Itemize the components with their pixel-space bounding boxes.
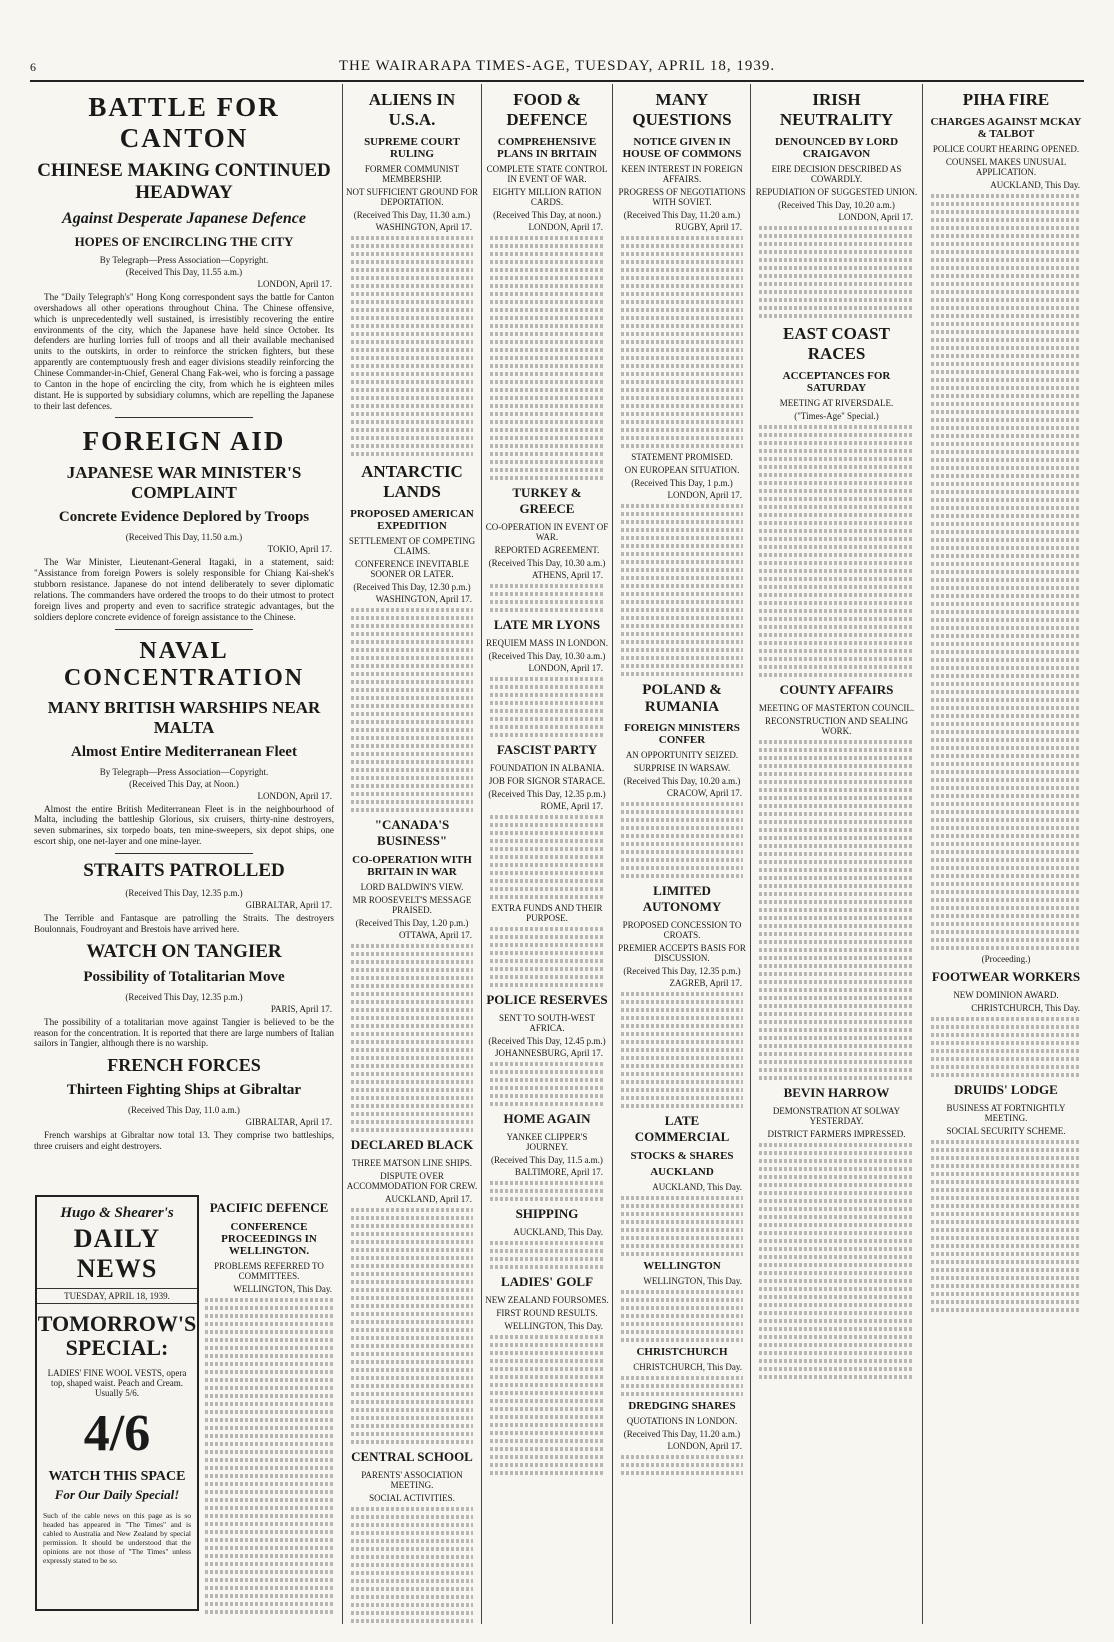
section-auckland: AUCKLAND (650, 1166, 714, 1178)
deck: SOCIAL ACTIVITIES. (369, 1493, 455, 1503)
dateline: WELLINGTON, This Day. (504, 1321, 603, 1331)
deck: RECONSTRUCTION AND SEALING WORK. (764, 716, 908, 736)
received-line: (Received This Day, 11.5 a.m.) (491, 1155, 603, 1165)
received-line: (Received This Day, 11.20 a.m.) (623, 1429, 741, 1439)
subheadline: COMPREHENSIVE PLANS IN BRITAIN (496, 136, 598, 160)
advert-date: TUESDAY, APRIL 18, 1939. (37, 1288, 197, 1304)
article-text: The "Daily Telegraph's" Hong Kong correspondent says the battle for Canton overshadows all other operations throughout China. The Chinese offensive, which is unprecedentedly well sustained, is irresistibly recovering the entire environments of the city, which the Japanese have held since October. Its defenders are hurling lorries full of troops and all their available mechanised units to the outskirts, in order to reinforce the stricken fighters, but these apparently are contemptuously fresh and eager divisions steadily reinforcing the Chinese Commander-in-Chief, General Chang Fak-wei, who is forcing a passage to Canton in the hope of encircling the city, from which he is eighteen miles distant. He is supported by subsidiary columns, which are repelling the Japanese to their last defences. (34, 292, 334, 411)
advert-brand: Hugo & Shearer's (60, 1205, 174, 1221)
deck: SETTLEMENT OF COMPETING CLAIMS. (348, 536, 476, 556)
advert-daily: For Our Daily Special! (54, 1487, 180, 1503)
subheadline: PROPOSED AMERICAN EXPEDITION (350, 508, 474, 532)
article-text-lines (621, 236, 743, 448)
subheadline: SENT TO SOUTH-WEST AFRICA. (498, 1013, 595, 1033)
advert-price: 4/6 (83, 1405, 151, 1463)
received-line: (Received This Day, 10.30 a.m.) (488, 651, 606, 661)
subheadline: CHINESE MAKING CONTINUED HEADWAY (37, 160, 331, 203)
headline-east-coast-races: EAST COAST RACES (783, 324, 890, 363)
subheadline: CO-OPERATION IN EVENT OF WAR. (485, 522, 609, 542)
deck: Thirteen Fighting Ships at Gibraltar (66, 1082, 302, 1099)
received-line: (Received This Day, 11.55 a.m.) (125, 267, 243, 277)
dateline: CRACOW, April 17. (666, 788, 742, 798)
deck: POLICE COURT HEARING OPENED. (932, 144, 1080, 154)
subheadline: NEW ZEALAND FOURSOMES. (485, 1295, 609, 1305)
dateline: TOKIO, April 17. (267, 544, 332, 555)
credit-line: By Telegraph—Press Association—Copyright. (99, 766, 269, 777)
subheadline: ACCEPTANCES FOR SATURDAY (782, 370, 891, 394)
subheadline: NOTICE GIVEN IN HOUSE OF COMMONS (622, 136, 742, 160)
advert-item: LADIES' FINE WOOL VESTS, opera top, shaped waist. Peach and Cream. Usually 5/6. (47, 1368, 187, 1399)
subheadline: PARENTS' ASSOCIATION MEETING. (361, 1470, 463, 1490)
received-line: (Received This Day, 10.20 a.m.) (623, 776, 741, 786)
dateline: LONDON, April 17. (528, 663, 603, 673)
deck: EXTRA FUNDS AND THEIR PURPOSE. (491, 903, 603, 923)
headline-pacific: PACIFIC DEFENCE (209, 1200, 329, 1215)
deck: REPUDIATION OF SUGGESTED UNION. (755, 187, 918, 197)
dateline: WASHINGTON, April 17. (375, 594, 472, 604)
article-text-lines (490, 815, 604, 899)
deck: EIGHTY MILLION RATION CARDS. (492, 187, 602, 207)
headline-canton: BATTLE FOR CANTON (88, 92, 280, 153)
headline-tangier: WATCH ON TANGIER (86, 940, 282, 962)
received-line: (Received This Day, 10.20 a.m.) (778, 200, 895, 210)
dateline: LONDON, April 17. (528, 222, 603, 232)
received-line: (Received This Day, 12.35 p.m.) (125, 888, 243, 899)
article-text-lines (759, 425, 914, 677)
deck: REPORTED AGREEMENT. (494, 545, 600, 555)
page-number: 6 (30, 60, 36, 74)
deck: NOT SUFFICIENT GROUND FOR DEPORTATION. (346, 187, 478, 207)
headline-home-again: HOME AGAIN (503, 1111, 591, 1126)
deck: QUOTATIONS IN LONDON. (626, 1416, 738, 1426)
headline-naval: NAVAL CONCENTRATION (63, 637, 305, 691)
deck: DISTRICT FARMERS IMPRESSED. (767, 1129, 906, 1139)
pacific-defence-article (200, 1195, 338, 1615)
column-2 (346, 84, 478, 1624)
article-text-lines (490, 236, 604, 480)
deck: JOB FOR SIGNOR STARACE. (488, 776, 606, 786)
headline-ladies-golf: LADIES' GOLF (500, 1274, 594, 1289)
dateline: LONDON, April 17. (257, 279, 332, 289)
deck: ON EUROPEAN SITUATION. (624, 465, 740, 475)
article-text: French warships at Gibraltar now total 13. They comprise two battleships, three cruisers and eight destroyers. (34, 1130, 334, 1152)
article-text-lines (621, 1196, 743, 1256)
deck: SOCIAL SECURITY SCHEME. (946, 1126, 1066, 1136)
deck: EIRE DECISION DESCRIBED AS COWARDLY. (771, 164, 902, 184)
article-text: Almost the entire British Mediterranean Fleet is in the neighbourhood of Malta, including the battleship Glorious, six cruisers, thirty-nine destroyers, seven submarines, six torpedo boats, ten mine-sweepers, six depot ships, one escort ship, one net-layer and one mine-layer. (34, 803, 334, 847)
section-wellington: WELLINGTON (643, 1260, 721, 1272)
received-line: (Received This Day, at noon.) (493, 210, 601, 220)
deck: AN OPPORTUNITY SEIZED. (625, 750, 739, 760)
received-line: (Received This Day, 11.20 a.m.) (623, 210, 741, 220)
article-text-lines (490, 1241, 604, 1269)
headline-canada: "CANADA'S BUSINESS" (374, 817, 450, 848)
deck: MR ROOSEVELT'S MESSAGE PRAISED. (352, 895, 472, 915)
subheadline: PROPOSED CONCESSION TO CROATS. (622, 920, 742, 940)
article-text-lines (621, 504, 743, 676)
headline-footwear-workers: FOOTWEAR WORKERS (931, 969, 1081, 984)
article-text: The possibility of a totalitarian move against Tangier is believed to be the reason for the concentration. It is reported that there are large numbers of Italian sailors in Tangier, although there is no warship. (34, 1016, 334, 1049)
article-text-lines (759, 226, 914, 318)
headline-irish-neutrality: IRISH NEUTRALITY (779, 90, 894, 129)
headline-food-defence: FOOD & DEFENCE (506, 90, 588, 129)
article-text-lines (351, 236, 473, 456)
dateline: WELLINGTON, This Day. (233, 1284, 332, 1294)
advert-tomorrow: TOMORROW'S SPECIAL: (37, 1311, 197, 1361)
divider (115, 417, 254, 418)
dateline: AUCKLAND, This Day. (652, 1182, 742, 1192)
headline-antarctic: ANTARCTIC LANDS (361, 462, 463, 501)
deck: HOPES OF ENCIRCLING THE CITY (74, 234, 294, 249)
dateline: CHRISTCHURCH, This Day. (971, 1003, 1080, 1013)
article-text-lines (621, 1290, 743, 1342)
column-3 (485, 84, 609, 1624)
article-text-lines (490, 1062, 604, 1106)
dateline: JOHANNESBURG, April 17. (494, 1048, 603, 1058)
dateline: RUGBY, April 17. (675, 222, 742, 232)
article-text: The War Minister, Lieutenant-General Itagaki, in a statement, said: "Assistance from foreign Powers is solely responsible for Chiang Kai-shek's stubborn resistance. Japanese do not intend deliberately to sever diplomatic relations. The commanders have ordered the troops to do their utmost to protect foreign lives and property and even to sacrifice strategic advantages, but the soldiers deplore concrete evidence of foreign assistance to the Chinese. (34, 557, 334, 622)
received-line: (Received This Day, 12.30 p.m.) (353, 582, 471, 592)
column-6 (926, 84, 1086, 1624)
dateline: OTTAWA, April 17. (398, 930, 472, 940)
deck: COUNSEL MAKES UNUSUAL APPLICATION. (945, 157, 1067, 177)
subheadline: THREE MATSON LINE SHIPS. (351, 1158, 472, 1168)
deck: Concrete Evidence Deplored by Troops (58, 509, 310, 526)
article-text-lines (931, 1017, 1081, 1077)
subheadline: STOCKS & SHARES (630, 1150, 734, 1162)
headline-druids-lodge: DRUIDS' LODGE (954, 1082, 1058, 1097)
deck: KEEN INTEREST IN FOREIGN AFFAIRS. (621, 164, 743, 184)
deck: Against Desperate Japanese Defence (62, 210, 306, 227)
dateline: AUCKLAND, April 17. (385, 1194, 472, 1204)
deck: Almost Entire Mediterranean Fleet (71, 743, 297, 760)
headline-poland-rumania: POLAND & RUMANIA (642, 682, 722, 715)
headline-late-mr-lyons: LATE MR LYONS (493, 617, 601, 632)
deck: MEETING AT RIVERSDALE. (779, 398, 894, 408)
article-text-lines (351, 1507, 473, 1624)
article-text: The Terrible and Fantasque are patrolling the Straits. The destroyers Boulonnais, Foudroyant and Brestois have arrived here. (34, 913, 334, 934)
deck: FIRST ROUND RESULTS. (496, 1308, 598, 1318)
deck: LORD BALDWIN'S VIEW. (360, 882, 464, 892)
dateline: LONDON, April 17. (838, 212, 913, 222)
subheadline: CONFERENCE PROCEEDINGS IN WELLINGTON. (221, 1221, 317, 1257)
dateline: PARIS, April 17. (270, 1003, 332, 1014)
subheadline: DEMONSTRATION AT SOLWAY YESTERDAY. (772, 1106, 901, 1126)
article-text-lines (490, 1181, 604, 1201)
received-line: (Received This Day, 12.35 p.m.) (125, 991, 243, 1002)
subheadline: CHARGES AGAINST MCKAY & TALBOT (930, 116, 1082, 140)
section-dredging-shares: DREDGING SHARES (628, 1400, 736, 1412)
advert-footnote: Such of the cable news on this page as is so headed has appeared in "The Times" and is cabled to Australia and New Zealand by special permission. It should be understood that the opinions are not those of "The Times" unless expressly stated to be so. (43, 1511, 191, 1566)
headline-declared-black: DECLARED BLACK (350, 1137, 474, 1152)
received-line: (Received This Day, 12.45 p.m.) (488, 1036, 606, 1046)
subheadline: CO-OPERATION WITH BRITAIN IN WAR (352, 854, 472, 878)
section-christchurch: CHRISTCHURCH (636, 1346, 728, 1358)
article-text-lines (351, 608, 473, 812)
article-text-lines (490, 1335, 604, 1475)
deck: PREMIER ACCEPTS BASIS FOR DISCUSSION. (618, 943, 746, 963)
deck: COMPLETE STATE CONTROL IN EVENT OF WAR. (486, 164, 608, 184)
headline-late-commercial: LATE COMMERCIAL (634, 1113, 730, 1144)
received-line: (Received This Day, at Noon.) (129, 778, 239, 789)
deck: DISPUTE OVER ACCOMMODATION FOR CREW. (346, 1171, 478, 1191)
subheadline: FOUNDATION IN ALBANIA. (489, 763, 605, 773)
article-text-lines (490, 584, 604, 612)
received-line: (Received This Day, 11.30 a.m.) (353, 210, 471, 220)
article-text-lines (931, 194, 1081, 950)
dateline: ATHENS, April 17. (531, 570, 603, 580)
deck: SURPRISE IN WARSAW. (633, 763, 731, 773)
divider (115, 853, 254, 854)
deck: PROBLEMS REFERRED TO COMMITTEES. (214, 1261, 324, 1281)
dateline: GIBRALTAR, April 17. (245, 1117, 332, 1128)
headline-french-forces: FRENCH FORCES (107, 1055, 261, 1076)
column-rule (342, 84, 343, 1624)
subheadline: REQUIEM MASS IN LONDON. (485, 638, 608, 648)
column-rule (481, 84, 482, 1624)
column-rule (922, 84, 923, 1624)
article-text-lines (759, 1143, 914, 1379)
divider (115, 629, 254, 630)
headline-fascist-party: FASCIST PARTY (496, 742, 598, 757)
subheadline: DENOUNCED BY LORD CRAIGAVON (774, 136, 899, 160)
subheadline: JAPANESE WAR MINISTER'S COMPLAINT (66, 463, 302, 503)
headline-foreign-aid: FOREIGN AID (82, 426, 286, 457)
dateline: LONDON, April 17. (667, 1441, 742, 1451)
special-note: ("Times-Age" Special.) (794, 411, 879, 421)
headline-many-questions: MANY QUESTIONS (632, 90, 732, 129)
subheadline: BUSINESS AT FORTNIGHTLY MEETING. (946, 1103, 1066, 1123)
dateline: GIBRALTAR, April 17. (245, 900, 332, 911)
dateline: ROME, April 17. (540, 801, 603, 811)
column-4 (616, 84, 748, 1624)
advert-watch: WATCH THIS SPACE (48, 1469, 186, 1485)
article-text-lines (351, 944, 473, 1132)
headline-turkey-greece: TURKEY & GREECE (512, 485, 582, 516)
credit-line: By Telegraph—Press Association—Copyright. (99, 255, 269, 265)
newspaper-title: THE WAIRARAPA TIMES-AGE, TUESDAY, APRIL 18, 1939. (338, 58, 776, 74)
headline-limited-autonomy: LIMITED AUTONOMY (642, 883, 722, 914)
headline-county-affairs: COUNTY AFFAIRS (779, 682, 894, 697)
received-line: (Received This Day, 12.35 p.m.) (623, 966, 741, 976)
headline-shipping: SHIPPING (515, 1206, 579, 1221)
received-line: (Received This Day, 12.35 p.m.) (488, 789, 606, 799)
subheadline: SUPREME COURT RULING (364, 136, 460, 160)
column-rule (750, 84, 751, 1624)
column-5 (754, 84, 919, 1624)
dateline: AUCKLAND, This Day. (990, 180, 1080, 190)
deck: CONFERENCE INEVITABLE SOONER OR LATER. (354, 559, 470, 579)
headline-police-reserves: POLICE RESERVES (486, 992, 608, 1007)
article-text-lines (931, 1140, 1081, 1312)
article-text-lines (759, 740, 914, 1080)
column-lead (30, 84, 338, 1189)
dateline: ZAGREB, April 17. (669, 978, 742, 988)
headline-straits: STRAITS PATROLLED (83, 860, 285, 882)
subheadline: YANKEE CLIPPER'S JOURNEY. (506, 1132, 588, 1152)
headline-aliens: ALIENS IN U.S.A. (368, 90, 456, 129)
advert-title: DAILY NEWS (73, 1224, 161, 1283)
deck: Possibility of Totalitarian Move (83, 968, 285, 985)
masthead (30, 58, 1084, 82)
dateline: LONDON, April 17. (257, 790, 332, 801)
article-text-lines (621, 802, 743, 878)
dateline: WASHINGTON, April 17. (375, 222, 472, 232)
deck: FORMER COMMUNIST MEMBERSHIP. (364, 164, 460, 184)
article-text-lines (621, 1455, 743, 1475)
received-line: (Received This Day, 1.20 p.m.) (355, 918, 469, 928)
deck: PROGRESS OF NEGOTIATIONS WITH SOVIET. (618, 187, 746, 207)
dateline: LONDON, April 17. (667, 490, 742, 500)
column-rule (612, 84, 613, 1624)
received-line: (Received This Day, 10.30 a.m.) (488, 558, 606, 568)
dateline: AUCKLAND, This Day. (513, 1227, 603, 1237)
article-text-lines (621, 992, 743, 1108)
subheadline: MANY BRITISH WARSHIPS NEAR MALTA (47, 697, 321, 737)
subheadline: FOREIGN MINISTERS CONFER (624, 722, 740, 746)
article-text-lines (621, 1376, 743, 1396)
article-text-lines (205, 1298, 333, 1615)
dateline: BALTIMORE, April 17. (514, 1167, 603, 1177)
deck: STATEMENT PROMISED. (631, 452, 733, 462)
subheadline: MEETING OF MASTERTON COUNCIL. (758, 703, 915, 713)
article-text-lines (490, 677, 604, 737)
received-line: (Received This Day, 11.50 a.m.) (125, 532, 243, 543)
received-line: (Received This Day, 11.0 a.m.) (128, 1105, 240, 1116)
proceeding-note: (Proceeding.) (981, 954, 1031, 964)
headline-bevin-harrow: BEVIN HARROW (783, 1085, 890, 1100)
received-line: (Received This Day, 1 p.m.) (631, 478, 733, 488)
headline-central-school: CENTRAL SCHOOL (351, 1449, 473, 1464)
headline-piha-fire: PIHA FIRE (962, 90, 1050, 109)
dateline: CHRISTCHURCH, This Day. (633, 1362, 742, 1372)
subheadline: NEW DOMINION AWARD. (953, 990, 1059, 1000)
article-text-lines (490, 927, 604, 987)
daily-news-advert (35, 1195, 199, 1611)
dateline: WELLINGTON, This Day. (643, 1276, 742, 1286)
article-text-lines (351, 1208, 473, 1444)
